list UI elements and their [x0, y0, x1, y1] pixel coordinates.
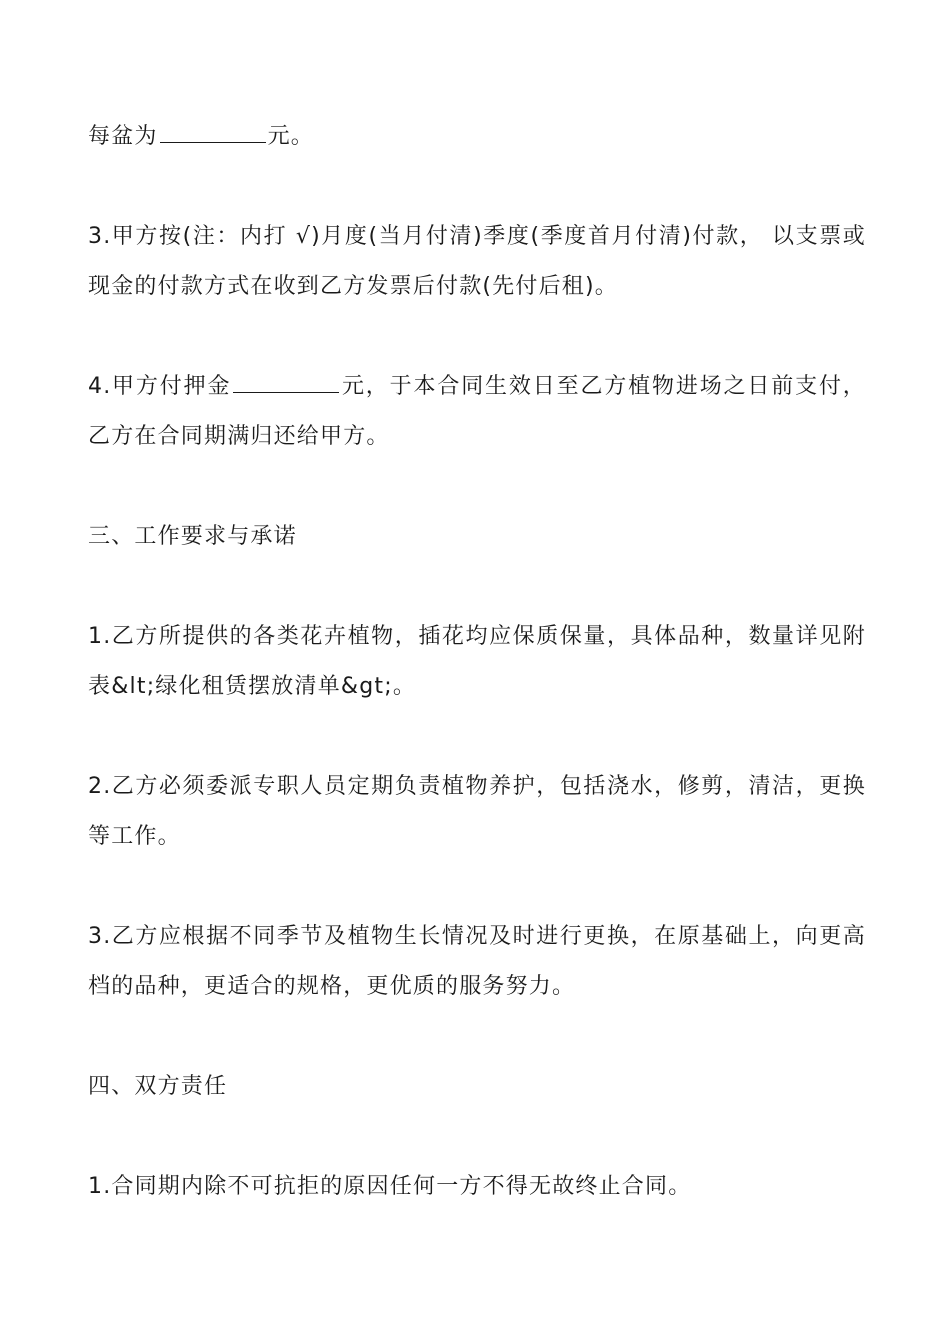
- payment-paragraph: 3.甲方按(注：内打 √)月度(当月付清)季度(季度首月付清)付款， 以支票或现金的付款方式在收到乙方发票后付款(先付后租)。: [88, 224, 866, 299]
- deposit-paragraph: [88, 362, 866, 462]
- responsibility-item-1: 1.合同期内除不可抗拒的原因任何一方不得无故终止合同。: [88, 1174, 692, 1199]
- deposit-text-before: 4.甲方付押金: [88, 374, 232, 399]
- work-requirement-item-3: 3.乙方应根据不同季节及植物生长情况及时进行更换，在原基础上，向更高档的品种，更适合的规格，更优质的服务努力。: [88, 924, 866, 999]
- work-requirement-item-1: 1.乙方所提供的各类花卉植物，插花均应保质保量，具体品种，数量详见附表&lt;绿化租赁摆放清单&gt;。: [88, 624, 866, 699]
- section-heading-responsibilities: 四、双方责任: [88, 1074, 228, 1099]
- price-text-before: 每盆为: [88, 124, 158, 149]
- section-heading-work-requirements: 三、工作要求与承诺: [88, 524, 297, 549]
- deposit-blank-field: [233, 372, 339, 393]
- price-paragraph: [88, 112, 866, 162]
- deposit-text-after: 元，于本合同生效日至乙方植物进场之日前支付，乙方在合同期满归还给甲方。: [88, 374, 867, 449]
- work-requirement-item-2: 2.乙方必须委派专职人员定期负责植物养护，包括浇水，修剪，清洁，更换等工作。: [88, 774, 866, 849]
- document-page: [88, 112, 866, 1262]
- price-blank-field: [160, 122, 266, 143]
- price-text-after: 元。: [267, 124, 315, 149]
